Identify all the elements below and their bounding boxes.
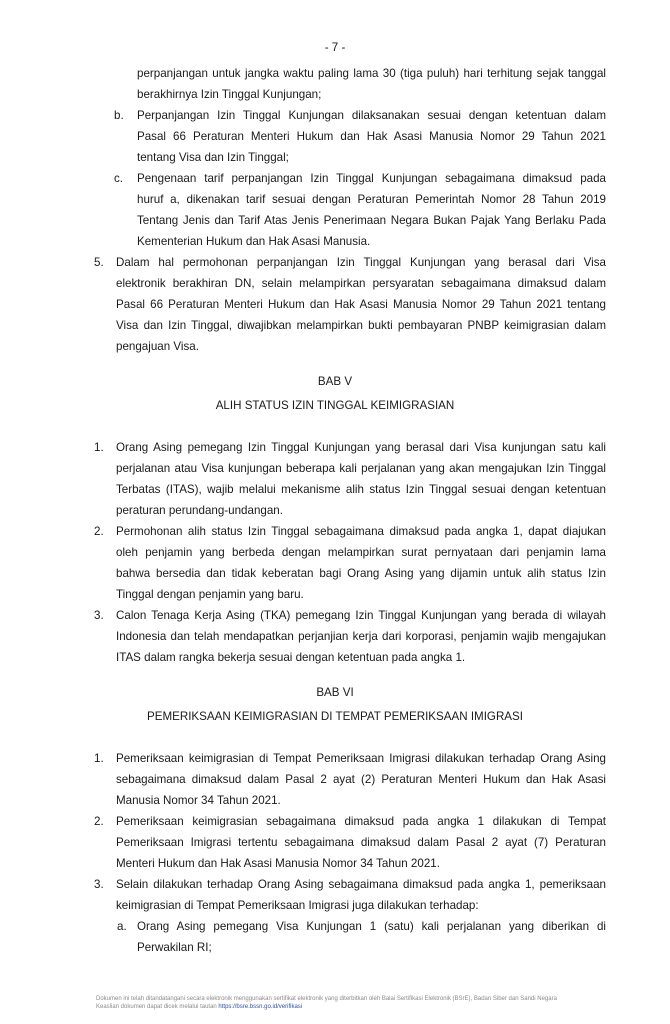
bab-5-item-3-marker: 3.	[94, 609, 104, 622]
item-4b-line-1: Perpanjangan Izin Tinggal Kunjungan dilaksanakan sesuai dengan ketentuan dalam	[137, 109, 606, 122]
bab-5-item-2-line-2: oleh penjamin yang berbeda dengan melampirkan surat pernyataan dari penjamin lama	[116, 546, 606, 559]
bab-5-item-2-line-3: bahwa bersedia dan tidak keberatan bagi Orang Asing yang dijamin untuk alih status Izin	[116, 567, 606, 580]
bab-6-heading: BAB VI	[316, 686, 354, 699]
bab-5-item-2-line-1: Permohonan alih status Izin Tinggal sebagaimana dimaksud pada angka 1, dapat diajukan	[116, 525, 606, 538]
bab-6-item-3-marker: 3.	[94, 878, 104, 891]
item-4b-marker: b.	[114, 109, 124, 122]
item-5-line-2: elektronik berakhiran DN, selain melampirkan persyaratan sebagaimana dimaksud dalam	[116, 277, 606, 290]
item-5-line-1: Dalam hal permohonan perpanjangan Izin Tinggal Kunjungan yang berasal dari Visa	[116, 256, 606, 269]
footer-verification-text: Keaslian dokumen dapat dicek melalui tautan	[96, 1004, 219, 1010]
bab-6-item-1-marker: 1.	[94, 752, 104, 765]
bab-6-item-2-marker: 2.	[94, 815, 104, 828]
bab-6-item-1-line-1: Pemeriksaan keimigrasian di Tempat Pemeriksaan Imigrasi dilakukan terhadap Orang Asing	[116, 752, 606, 765]
item-5-line-5: pengajuan Visa.	[116, 340, 199, 353]
bab-6-title: PEMERIKSAAN KEIMIGRASIAN DI TEMPAT PEMERIKSAAN IMIGRASI	[146, 710, 523, 723]
bab-5-item-1-line-2: perjalanan atau Visa kunjungan beberapa kali perjalanan yang akan mengajukan Izin Tinggal	[116, 462, 606, 475]
bab-5-item-1-marker: 1.	[94, 441, 104, 454]
item-4a-line-2: berakhirnya Izin Tinggal Kunjungan;	[137, 88, 322, 101]
item-5-marker: 5.	[94, 256, 104, 269]
bab-6-item-1-line-2: sebagaimana dimaksud dalam Pasal 2 ayat (2) Peraturan Menteri Hukum dan Hak Asasi	[116, 773, 606, 786]
footer-verification	[96, 1003, 636, 1011]
item-5-line-4: Visa dan Izin Tinggal, diwajibkan melampirkan bukti pembayaran PNBP keimigrasian dalam	[116, 319, 606, 332]
bab-5-item-2-marker: 2.	[94, 525, 104, 538]
bab-6-item-2-line-2: Pemeriksaan Imigrasi tertentu sebagaimana dimaksud dalam Pasal 2 ayat (7) Peraturan	[116, 836, 606, 849]
bab-5-title: ALIH STATUS IZIN TINGGAL KEIMIGRASIAN	[215, 399, 455, 412]
bab-5-item-1-line-4: peraturan perundang-undangan.	[116, 504, 283, 517]
footer-signature-notice: Dokumen ini telah ditandatangani secara elektronik menggunakan sertifikat elektronik yang diterbitkan oleh Balai Sertifikasi Elektronik (BSrE), Badan Siber dan Sandi Negara	[96, 996, 557, 1002]
item-5-line-3: Pasal 66 Peraturan Menteri Hukum dan Hak Asasi Manusia Nomor 29 Tahun 2021 tentang	[116, 298, 606, 311]
page-number: - 7 -	[324, 41, 346, 54]
bab-5-item-3-line-2: Indonesia dan telah mendapatkan perjanjian kerja dari korporasi, penjamin wajib mengajukan	[116, 630, 606, 643]
bab-6-item-2-line-3: Menteri Hukum dan Hak Asasi Manusia Nomor 34 Tahun 2021.	[116, 857, 440, 870]
item-4c-line-4: Kementerian Hukum dan Hak Asasi Manusia.	[137, 235, 371, 248]
item-4c-marker: c.	[114, 172, 124, 185]
bab-6-item-3a-line-1: Orang Asing pemegang Visa Kunjungan 1 (satu) kali perjalanan yang diberikan di	[137, 920, 606, 933]
bab-6-item-1-line-3: Manusia Nomor 34 Tahun 2021.	[116, 794, 281, 807]
bab-5-item-3-line-1: Calon Tenaga Kerja Asing (TKA) pemegang Izin Tinggal Kunjungan yang berada di wilayah	[116, 609, 606, 622]
item-4b-line-3: tentang Visa dan Izin Tinggal;	[137, 151, 289, 164]
bab-6-item-3-line-1: Selain dilakukan terhadap Orang Asing sebagaimana dimaksud pada angka 1, pemeriksaan	[116, 878, 606, 891]
bab-6-item-3a-line-2: Perwakilan RI;	[137, 941, 212, 954]
item-4c-line-2: huruf a, dikenakan tarif sesuai dengan Peraturan Pemerintah Nomor 28 Tahun 2019	[137, 193, 606, 206]
item-4c-line-1: Pengenaan tarif perpanjangan Izin Tinggal Kunjungan sebagaimana dimaksud pada	[137, 172, 606, 185]
item-4c-line-3: Tentang Jenis dan Tarif Atas Jenis Penerimaan Negara Bukan Pajak Yang Berlaku Pada	[137, 214, 606, 227]
bab-6-item-3a-marker: a.	[117, 920, 127, 933]
bab-5-item-1-line-3: Terbatas (ITAS), wajib melalui mekanisme alih status Izin Tinggal sesuai dengan ketentuan	[116, 483, 606, 496]
footer-verification-link[interactable]: https://bsre.bssn.go.id/verifikasi	[218, 1004, 303, 1010]
bab-6-item-3-line-2: keimigrasian di Tempat Pemeriksaan Imigrasi juga dilakukan terhadap:	[116, 899, 479, 912]
bab-5-heading: BAB V	[317, 375, 353, 388]
bab-6-item-2-line-1: Pemeriksaan keimigrasian sebagaimana dimaksud pada angka 1 dilakukan di Tempat	[116, 815, 606, 828]
bab-5-item-1-line-1: Orang Asing pemegang Izin Tinggal Kunjungan yang berasal dari Visa kunjungan satu kali	[116, 441, 606, 454]
bab-5-item-2-line-4: Tinggal dengan penjamin yang baru.	[116, 588, 304, 601]
item-4a-line-1: perpanjangan untuk jangka waktu paling lama 30 (tiga puluh) hari terhitung sejak tanggal	[137, 67, 606, 80]
bab-5-item-3-line-3: ITAS dalam rangka bekerja sesuai dengan ketentuan pada angka 1.	[116, 651, 466, 664]
item-4b-line-2: Pasal 66 Peraturan Menteri Hukum dan Hak Asasi Manusia Nomor 29 Tahun 2021	[137, 130, 606, 143]
